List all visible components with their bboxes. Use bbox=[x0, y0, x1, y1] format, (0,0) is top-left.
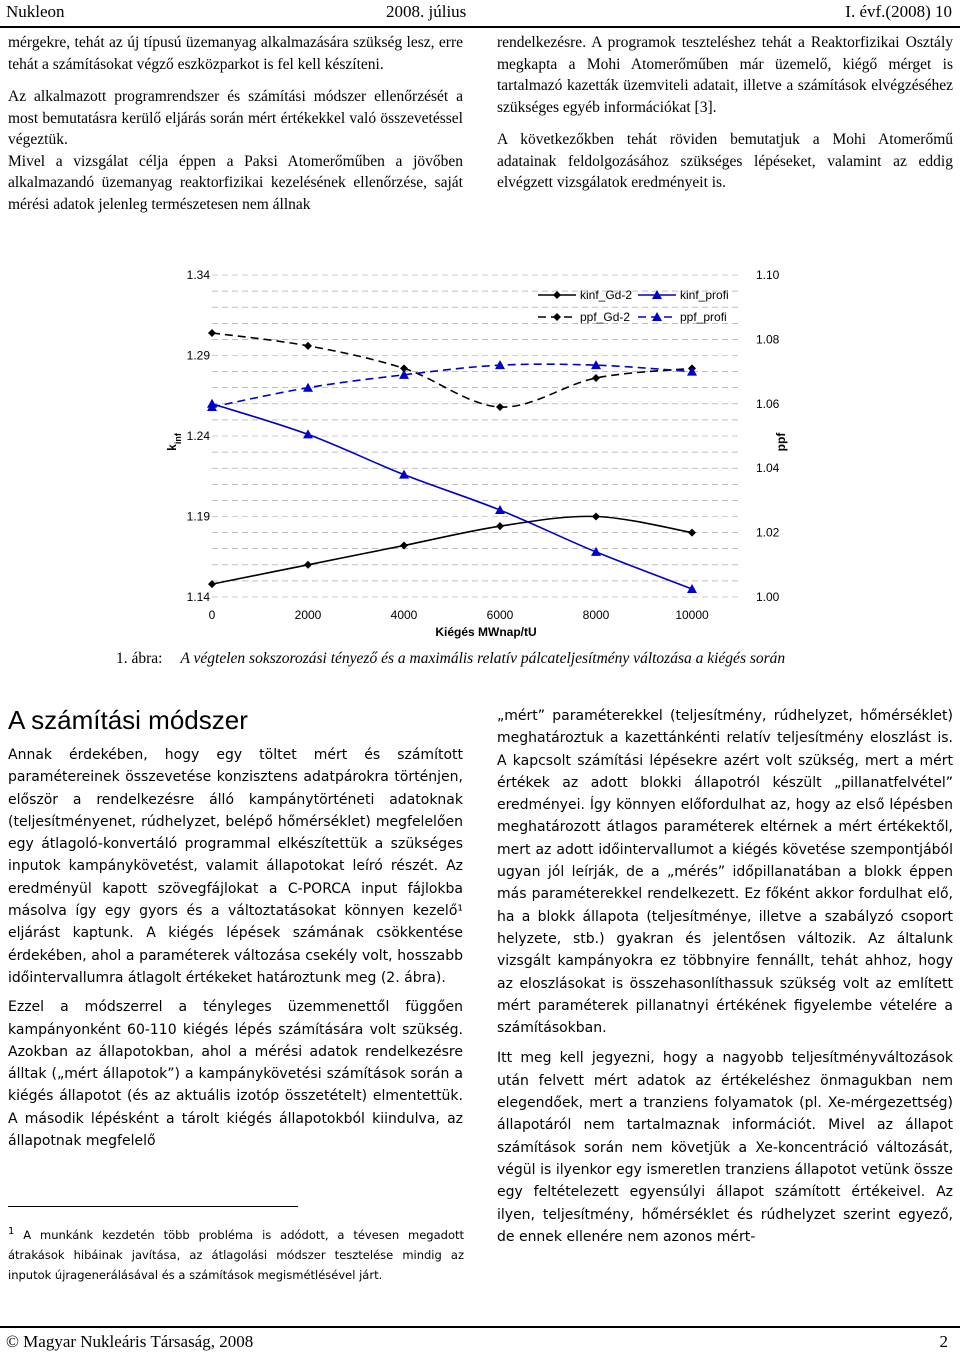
issue-date: 2008. július bbox=[386, 2, 467, 21]
footnote-mark: 1 bbox=[8, 1226, 15, 1237]
paragraph: Mivel a vizsgálat célja éppen a Paksi Atomerőműben a jövőben alkalmazandó üzemanyag reaktorfizikai kezelésének ellenőrzése, saját mérési adatok jelenleg természetesen nem állnak bbox=[8, 152, 463, 213]
section-title: A számítási módszer bbox=[8, 705, 248, 735]
data-point bbox=[553, 291, 561, 299]
chart-series bbox=[207, 329, 697, 593]
paragraph: rendelkezésre. A programok teszteléshez tehát a Reaktorfizikai Osztály megkapta a Mohi Atomerőműben már üzemelő, kiégő mérget is tartalmazó kazetták üzemviteli adatait, illetve a számítások elvégzéséhez szükséges egyéb információkat [3]. bbox=[497, 34, 953, 116]
running-header bbox=[0, 0, 960, 28]
right-tick-label: 1.02 bbox=[756, 525, 780, 540]
paragraph: Annak érdekében, hogy egy töltet mért és számított paramétereinek összevetése konzisztens adatpárokra történjen, először a rendelkezésre álló kampánytörténeti adatoknak (teljesítményenet, rúdhelyzet, belépő hőmérséklet) megfelelően egy átlagoló-konvertáló programmal elkészítettük a szükséges inputok kampánykövetést, valamit állapotokat leíró részét. Az eredményül kapott szövegfájlokat a C-PORCA input fájlokba másolva így egy gyors és a változtatásokat könnyen kezelő¹ eljárást kaptunk. A kiégés lépések számának csökkentése érdekében, ahol a paraméterek változása csekély volt, hosszabb időintervallumra átlagolt értékeket határoztunk meg (2. ábra). bbox=[8, 747, 463, 986]
intro-right-column bbox=[497, 32, 953, 194]
data-point bbox=[208, 580, 216, 588]
data-point bbox=[688, 529, 696, 537]
legend-label: ppf_profi bbox=[680, 310, 727, 324]
data-point bbox=[304, 342, 312, 350]
x-axis-label: Kiégés MWnap/tU bbox=[435, 625, 537, 639]
x-tick-label: 2000 bbox=[294, 608, 322, 622]
burnup-chart bbox=[150, 255, 810, 645]
method-left-column bbox=[8, 744, 463, 1152]
paragraph: „mért” paraméterekkel (teljesítmény, rúdhelyzet, hőmérséklet) meghatároztuk a kazettánkénti relatív teljesítmény eloszlást is. A kapcsolt számítási lépésekre azért volt szükség, mert a mért értékek az adott blokki állapotról készült „pillanatfelvétel” eredményei. Így könnyen előfordulhat az, hogy az első lépésben meghatározott átlagos paraméterek eltérnek a mért értékektől, mert az adott időintervallumot a kiégés követése szempontjából ugyan jól leírják, de a „mérés” időpillanatában a blokk éppen más paraméterekkel rendelkezett. Ez főként akkor fordulhat elő, ha a blokk állapota (teljesítménye, illetve a szabályzó csoport helyzete, stb.) gyakran és jelentősen változik. Az általunk vizsgált kampányokra ez többnyire fennállt, tehát ahhoz, hogy az eloszlásokat is összehasonlíthassuk szükség volt az említett mért paraméterek pillanatnyi értékének figyelembe vételére a számításokban. bbox=[497, 708, 953, 1037]
footnote bbox=[8, 1222, 464, 1285]
data-point bbox=[591, 547, 601, 556]
data-point bbox=[208, 329, 216, 337]
right-tick-label: 1.10 bbox=[756, 268, 780, 282]
x-tick-label: 6000 bbox=[486, 608, 514, 622]
data-point bbox=[400, 541, 408, 549]
series-line bbox=[212, 364, 692, 407]
x-tick-label: 10000 bbox=[675, 608, 709, 622]
data-point bbox=[303, 383, 313, 392]
paragraph: A következőkben tehát röviden bemutatjuk a Mohi Atomerőmű adatainak feldolgozásához szükséges lépéseket, valamint az eddig elvégzett vizsgálatok eredményeit is. bbox=[497, 131, 953, 191]
figure-caption bbox=[116, 650, 785, 668]
data-point bbox=[399, 470, 409, 479]
left-axis-label: $k_{inf}$ bbox=[165, 433, 183, 451]
paragraph: Az alkalmazott programrendszer és számítási módszer ellenőrzését a most bemutatásra kerülő eljárás során mért értékekkel való összevetéssel végeztük. bbox=[8, 88, 463, 148]
footnote-rule bbox=[8, 1206, 298, 1207]
data-point bbox=[495, 505, 505, 514]
data-point bbox=[496, 403, 504, 411]
x-tick-label: 8000 bbox=[582, 608, 610, 622]
x-tick-label: 4000 bbox=[390, 608, 418, 622]
chart-grid bbox=[212, 275, 740, 597]
method-right-column bbox=[497, 705, 953, 1248]
data-point bbox=[592, 374, 600, 382]
left-tick-label: 1.29 bbox=[186, 348, 210, 363]
paragraph: mérgekre, tehát az új típusú üzemanyag alkalmazására szükség lesz, erre tehát a számításokat végző eszközparkot is fel kell készíteni. bbox=[8, 34, 463, 73]
data-point bbox=[304, 561, 312, 569]
legend-label: kinf_profi bbox=[680, 288, 729, 302]
intro-left-column bbox=[8, 32, 463, 215]
right-tick-label: 1.04 bbox=[756, 461, 780, 476]
copyright: © Magyar Nukleáris Társaság, 2008 bbox=[6, 1332, 254, 1351]
paragraph: Ezzel a módszerrel a tényleges üzemmenettől függően kampányonként 60-110 kiégés lépés számítására volt szükség. Azokban az állapotokban, ahol a mérési adatok rendelkezésre álltak („mért állapotok”) a kampánykövetési számítások során a kiégés állapotot (és az aktuális izotóp összetételt) elmentettük. A második lépésként a tárolt kiégés állapotokból kiindulva, az állapotnak megfelelő bbox=[8, 999, 463, 1150]
paragraph: Itt meg kell jegyezni, hogy a nagyobb teljesítményváltozások után felvett mért adatok az értékeléshez önmagukban nem elegendőek, mert a tranziens folyamatok (pl. Xe-mérgezettség) állapotáról nem tartalmaznak információt. Mivel az állapot számítások során nem követjük a Xe-koncentráció változását, végül is ilyenkor egy ismeretlen tranziens állapotot vetünk össze egy feltételezett egyensúlyi állapot számított értékeivel. Az ilyen, teljesítmény, hőmérséklet és rúdhelyzet szerint egyező, de ennek ellenére nem azonos mért- bbox=[497, 1050, 953, 1245]
left-tick-label: 1.19 bbox=[186, 509, 210, 524]
volume-info: I. évf.(2008) 10 bbox=[845, 2, 952, 21]
caption-number: 1. ábra: bbox=[116, 650, 163, 667]
legend-label: kinf_Gd-2 bbox=[580, 288, 633, 302]
data-point bbox=[592, 513, 600, 521]
right-tick-label: 1.06 bbox=[756, 396, 780, 411]
footnote-text: A munkánk kezdetén több probléma is adódott, a tévesen megadott átrakások hibáinak javítása, az átlagolási módszer tesztelése mindig az inputok újragenerálásával és a számítások megismétlésével járt. bbox=[8, 1227, 464, 1282]
left-tick-label: 1.34 bbox=[186, 268, 210, 282]
right-axis-label: ppf bbox=[774, 432, 788, 452]
page-number: 2 bbox=[939, 1332, 948, 1351]
legend-label: ppf_Gd-2 bbox=[580, 310, 631, 324]
series-line bbox=[212, 516, 692, 584]
data-point bbox=[553, 313, 561, 321]
left-tick-label: 1.14 bbox=[186, 590, 210, 604]
right-tick-label: 1.08 bbox=[756, 332, 780, 347]
series-line bbox=[212, 333, 692, 407]
page-footer bbox=[0, 1326, 960, 1356]
data-point bbox=[496, 522, 504, 530]
journal-name: Nukleon bbox=[6, 2, 65, 21]
left-tick-label: 1.24 bbox=[186, 429, 210, 443]
caption-text: A végtelen sokszorozási tényező és a maximális relatív pálcateljesítmény változása a kiégés során bbox=[180, 650, 786, 667]
chart-legend bbox=[538, 288, 729, 324]
right-tick-label: 1.00 bbox=[756, 590, 780, 604]
series-line bbox=[212, 404, 692, 589]
x-tick-label: 0 bbox=[208, 608, 216, 622]
